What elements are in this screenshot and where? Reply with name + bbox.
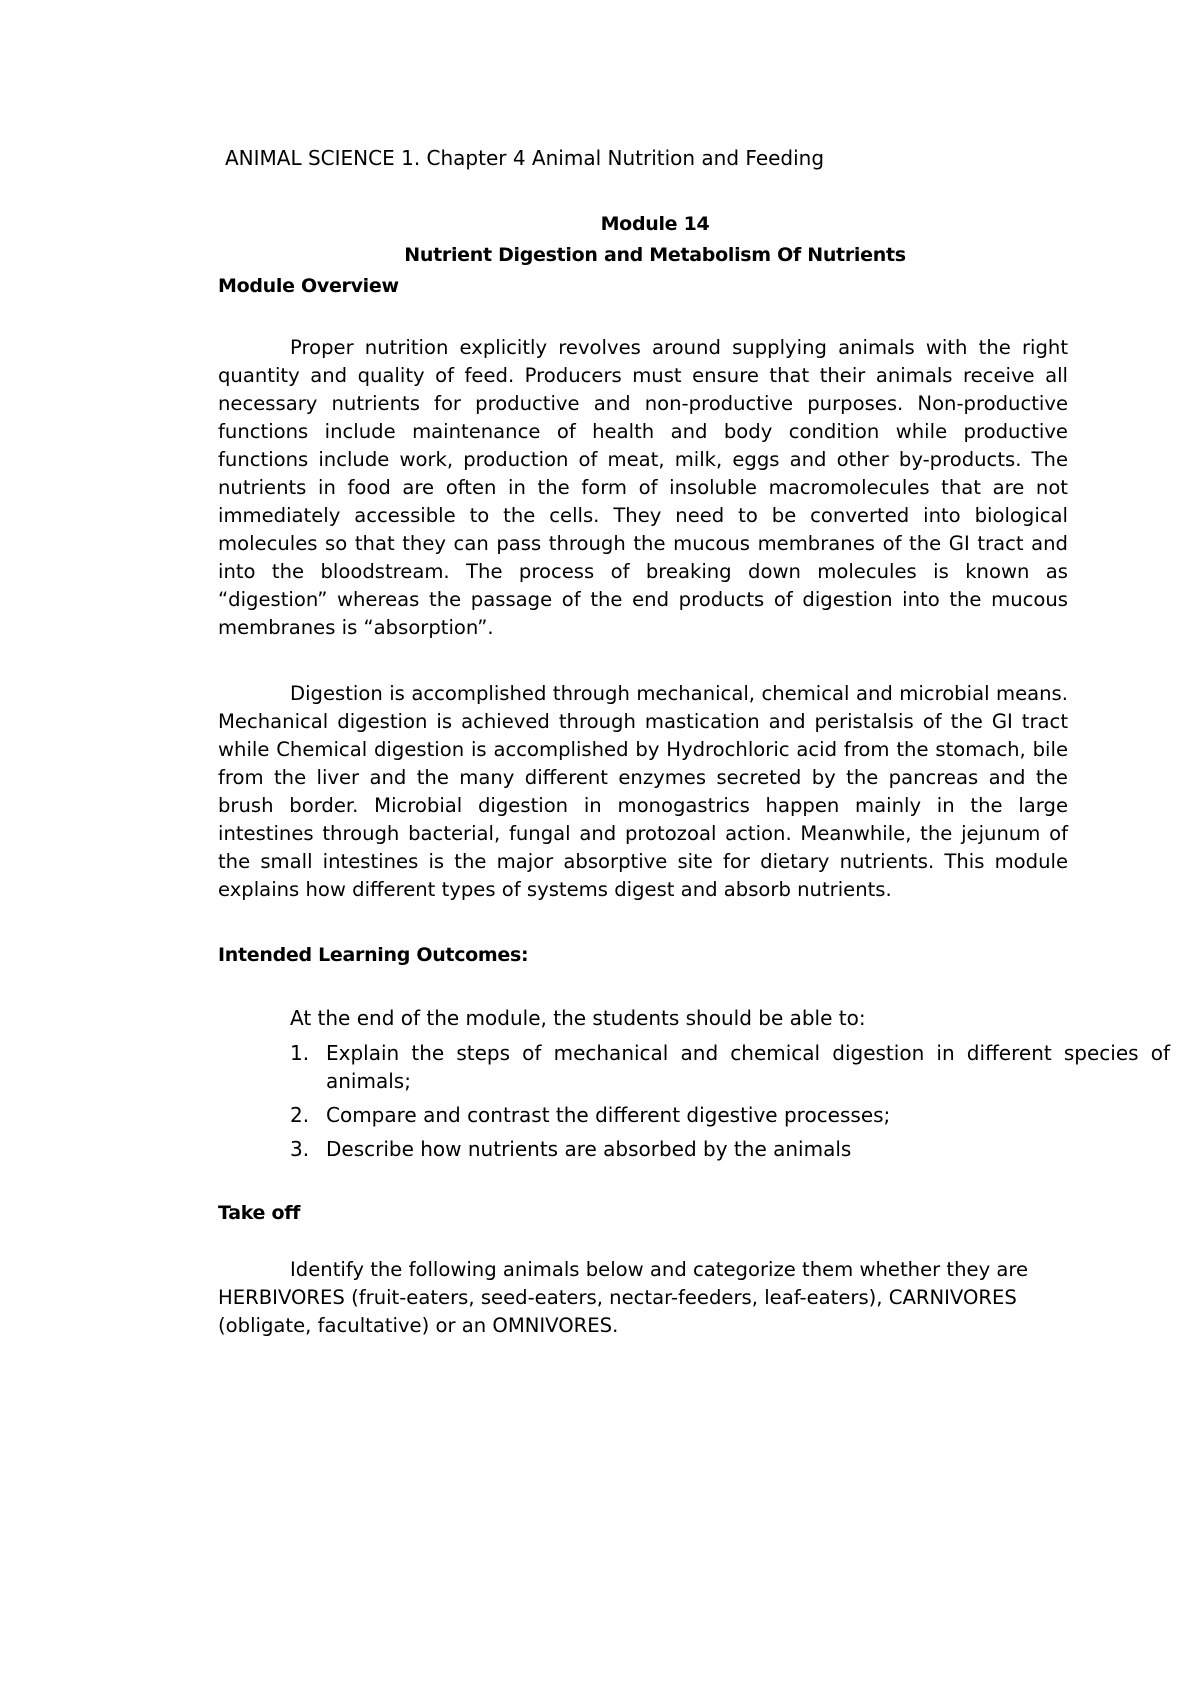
module-title: Nutrient Digestion and Metabolism Of Nutrients xyxy=(404,244,906,266)
list-item-number: 3. xyxy=(290,1137,310,1161)
overview-paragraph-1 xyxy=(218,334,1068,642)
take-off-paragraph-text: Identify the following animals below and categorize them whether they are HERBIVORES (fruit-eaters, seed-eaters, nectar-feeders, leaf-eaters), CARNIVORES (obligate, facultative) or an OMNIVORES. xyxy=(218,1258,1029,1337)
list-item xyxy=(290,1135,1170,1163)
take-off-heading: Take off xyxy=(218,1202,301,1224)
overview-paragraph-2-text: Digestion is accomplished through mechanical, chemical and microbial means. Mechanical digestion is achieved through mastication and peristalsis of the GI tract while Chemical digestion is accomplished by Hydrochloric acid from the stomach, bile from the liver and the many different enzymes secreted by the pancreas and the brush border. Microbial digestion in monogastrics happen mainly in the large intestines through bacterial, fungal and protozoal action. Meanwhile, the jejunum of the small intestines is the major absorptive site for dietary nutrients. This module explains how different types of systems digest and absorb nutrients. xyxy=(218,682,1068,901)
learning-outcomes-list xyxy=(290,1039,1170,1169)
overview-paragraph-2 xyxy=(218,680,1068,904)
overview-paragraph-1-text: Proper nutrition explicitly revolves around supplying animals with the right quantity and quality of feed. Producers must ensure that their animals receive all necessary nutrients for productive and non-productive purposes. Non-productive functions include maintenance of health and body condition while productive functions include work, production of meat, milk, eggs and other by-products. The nutrients in food are often in the form of insoluble macromolecules that are not immediately accessible to the cells. They need to be converted into biological molecules so that they can pass through the mucous membranes of the GI tract and into the bloodstream. The process of breaking down molecules is known as “digestion” whereas the passage of the end products of digestion into the mucous membranes is “absorption”. xyxy=(218,336,1068,639)
list-item xyxy=(290,1101,1170,1129)
module-number: Module 14 xyxy=(600,213,710,235)
take-off-paragraph xyxy=(218,1256,1098,1340)
course-header: ANIMAL SCIENCE 1. Chapter 4 Animal Nutrition and Feeding xyxy=(225,146,825,170)
list-item-number: 2. xyxy=(290,1103,310,1127)
list-item-text: Describe how nutrients are absorbed by the animals xyxy=(326,1137,852,1161)
list-item-number: 1. xyxy=(290,1041,310,1065)
list-item-text: Compare and contrast the different digestive processes; xyxy=(326,1103,891,1127)
learning-outcomes-intro: At the end of the module, the students should be able to: xyxy=(290,1006,866,1030)
learning-outcomes-heading: Intended Learning Outcomes: xyxy=(218,944,529,966)
module-overview-heading: Module Overview xyxy=(218,275,399,297)
list-item xyxy=(290,1039,1170,1095)
list-item-text: Explain the steps of mechanical and chemical digestion in different species of animals; xyxy=(326,1041,1170,1093)
